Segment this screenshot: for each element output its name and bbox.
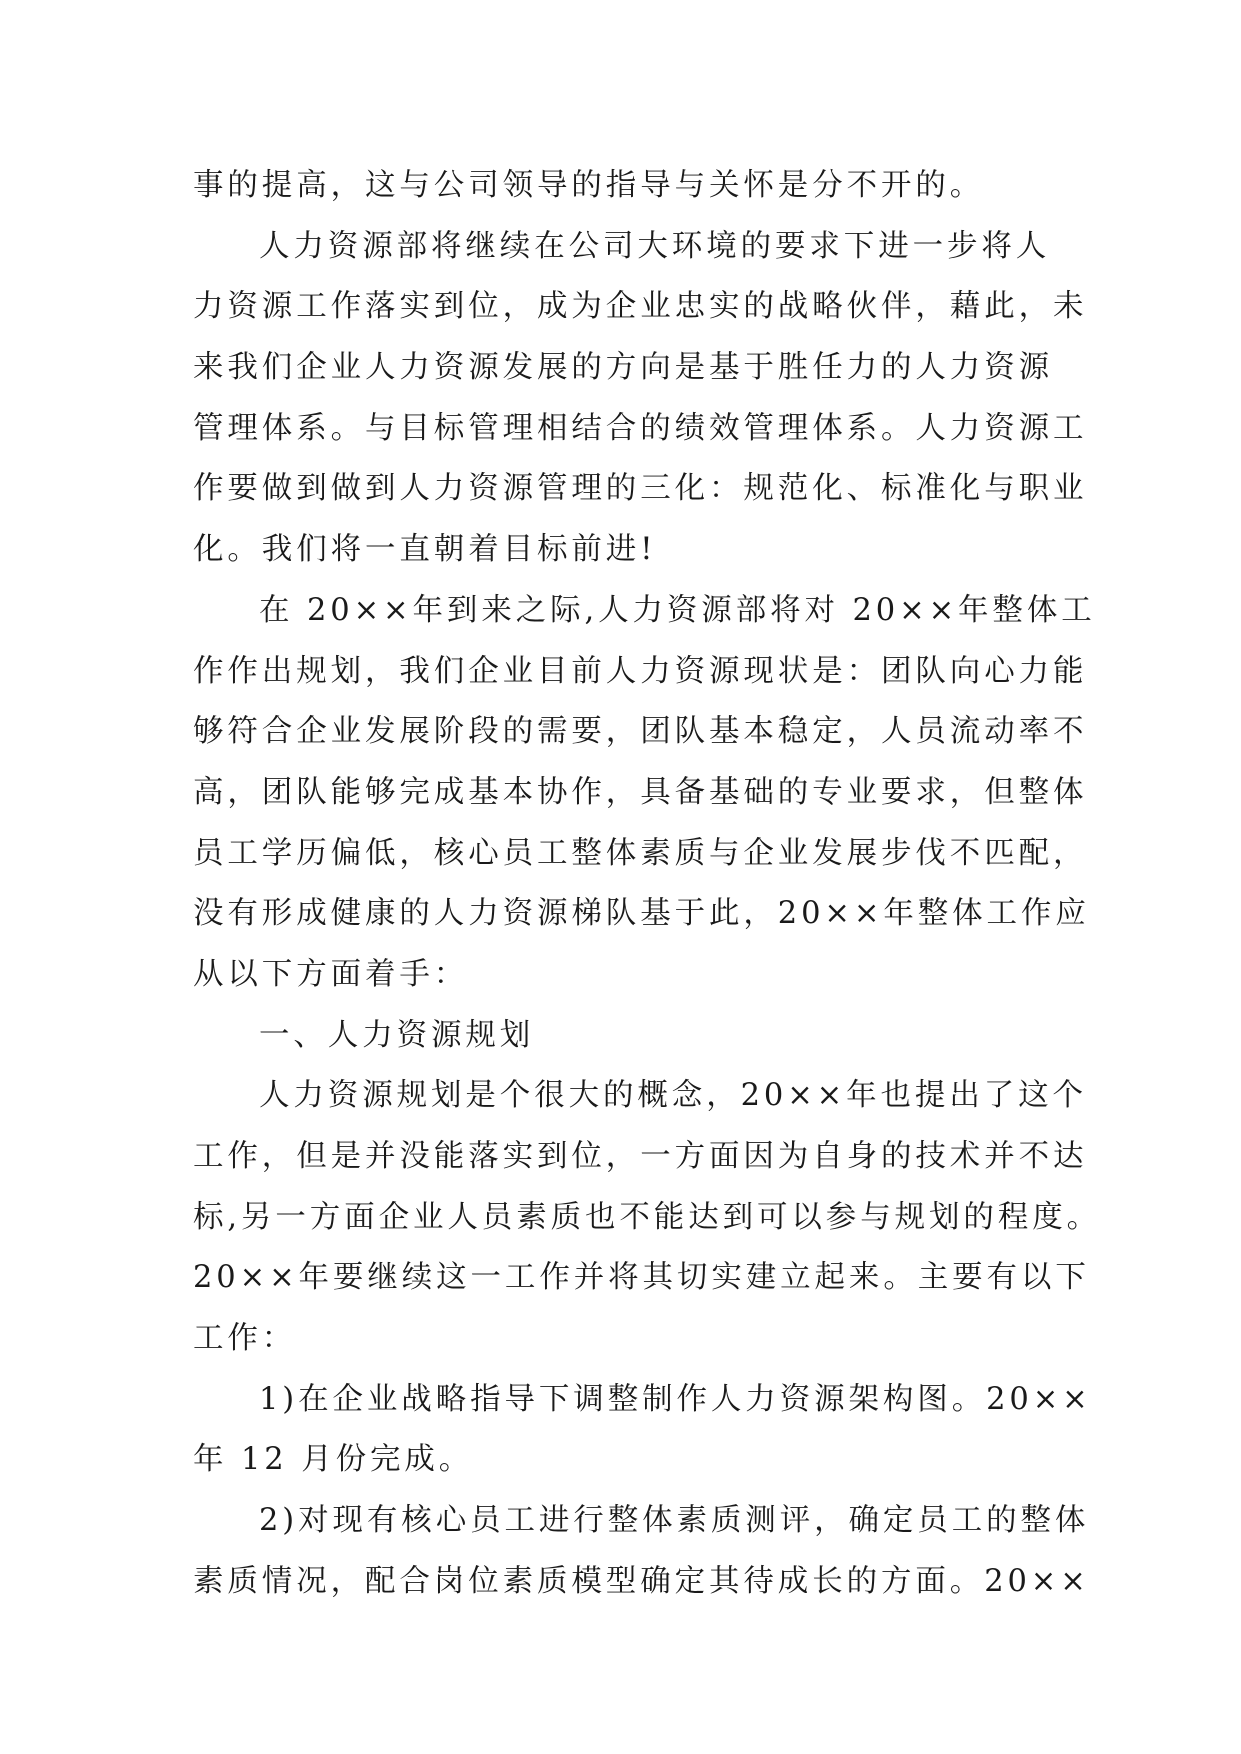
text-line: 作要做到做到人力资源管理的三化：规范化、标准化与职业 bbox=[193, 471, 1088, 507]
text-line: 来我们企业人力资源发展的方向是基于胜任力的人力资源 bbox=[193, 350, 1053, 386]
list-item: 2)对现有核心员工进行整体素质测评，确定员工的整体 bbox=[259, 1503, 1090, 1539]
text-line: 20××年要继续这一工作并将其切实建立起来。主要有以下 bbox=[193, 1260, 1090, 1296]
text-line: 管理体系。与目标管理相结合的绩效管理体系。人力资源工 bbox=[193, 410, 1088, 446]
text-line: 力资源工作落实到位，成为企业忠实的战略伙伴，藉此，未 bbox=[193, 289, 1088, 325]
document-body bbox=[193, 156, 1101, 1613]
text-line: 化。我们将一直朝着目标前进! bbox=[193, 532, 657, 568]
text-line: 从以下方面着手： bbox=[193, 956, 469, 992]
text-line: 员工学历偏低，核心员工整体素质与企业发展步伐不匹配， bbox=[193, 835, 1088, 871]
section-heading: 一、人力资源规划 bbox=[259, 1017, 535, 1053]
text-line: 够符合企业发展阶段的需要，团队基本稳定，人员流动率不 bbox=[193, 714, 1088, 750]
text-line: 年 12 月份完成。 bbox=[193, 1442, 474, 1478]
list-item: 1)在企业战略指导下调整制作人力资源架构图。20×× bbox=[259, 1381, 1092, 1417]
text-line: 在 20××年到来之际,人力资源部将对 20××年整体工 bbox=[259, 592, 1096, 628]
text-line: 工作，但是并没能落实到位，一方面因为自身的技术并不达 bbox=[193, 1139, 1088, 1174]
text-line: 事的提高，这与公司领导的指导与关怀是分不开的。 bbox=[193, 168, 985, 203]
text-line: 高，团队能够完成基本协作，具备基础的专业要求，但整体 bbox=[193, 774, 1088, 810]
text-line: 没有形成健康的人力资源梯队基于此，20××年整体工作应 bbox=[193, 896, 1090, 932]
text-line: 素质情况，配合岗位素质模型确定其待成长的方面。20×× bbox=[193, 1563, 1090, 1599]
text-line: 作作出规划，我们企业目前人力资源现状是：团队向心力能 bbox=[193, 653, 1088, 689]
text-line: 人力资源规划是个很大的概念，20××年也提出了这个 bbox=[259, 1078, 1087, 1114]
text-line: 人力资源部将继续在公司大环境的要求下进一步将人 bbox=[259, 228, 1051, 264]
text-line: 标,另一方面企业人员素质也不能达到可以参与规划的程度。 bbox=[193, 1199, 1101, 1235]
text-line: 工作： bbox=[193, 1321, 297, 1357]
